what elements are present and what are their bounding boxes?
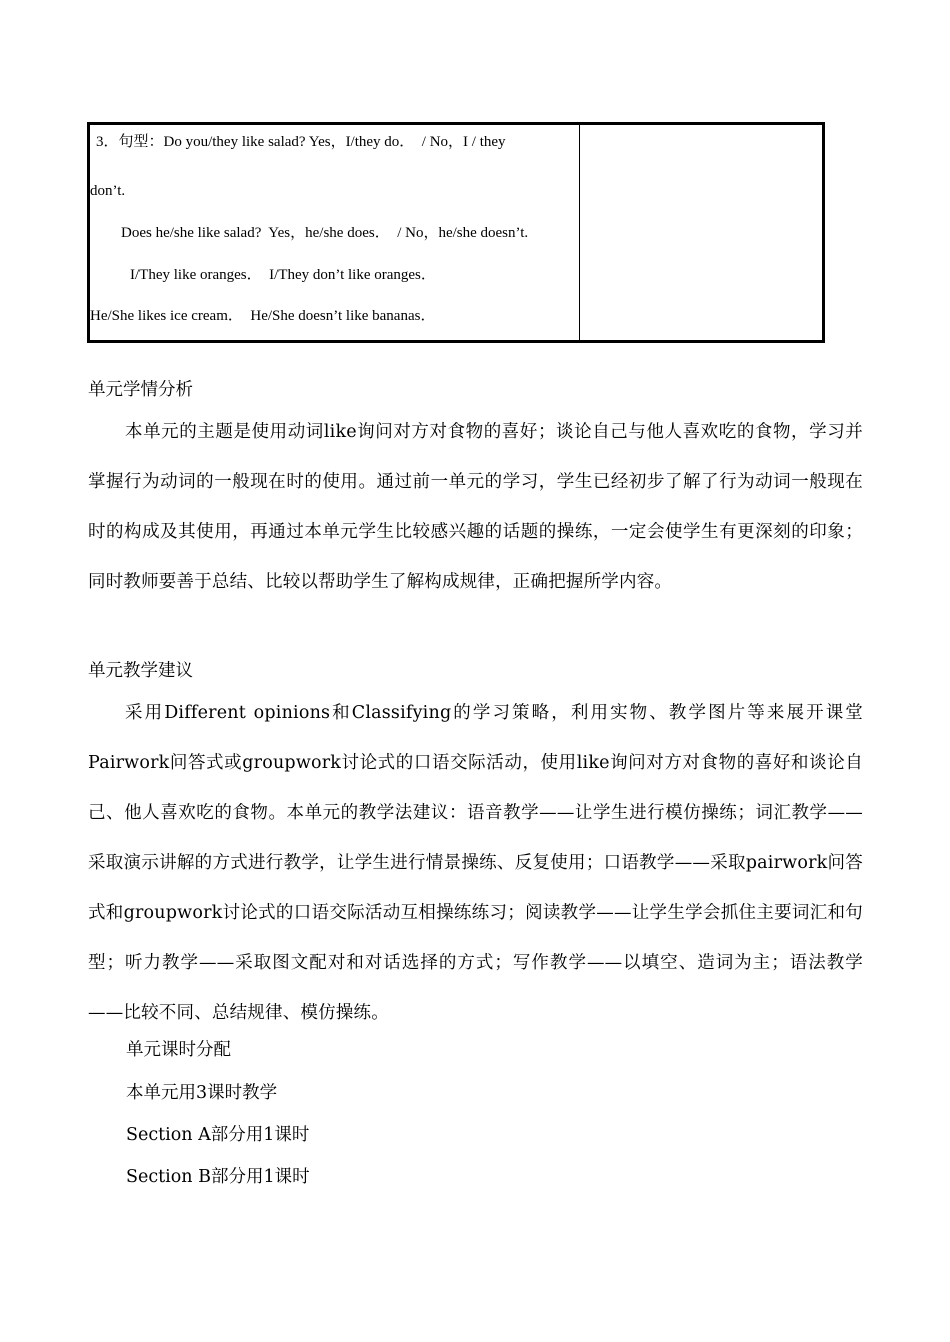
table-line-1: 3．句型：Do you/they like salad? Yes，I/they do． / No，I / they (96, 134, 506, 150)
table-line-5: He/She likes ice cream． He/She doesn’t like bananas． (90, 308, 436, 324)
table-line-4: I/They like oranges． I/They don’t like oranges． (130, 267, 436, 283)
schedule-line-2: Section A部分用1课时 (126, 1125, 310, 1145)
table-right-cell (582, 125, 822, 340)
section-heading-schedule: 单元课时分配 (126, 1040, 231, 1060)
schedule-line-3: Section B部分用1课时 (126, 1167, 310, 1187)
table-line-2: don’t. (90, 183, 126, 199)
table-column-divider (579, 125, 580, 340)
table-line-3: Does he/she like salad? Yes，he/she does． / No，he/she doesn’t. (121, 225, 529, 241)
analysis-paragraph: 本单元的主题是使用动词like询问对方对食物的喜好；谈论自己与他人喜欢吃的食物，学习并掌握行为动词的一般现在时的使用。通过前一单元的学习，学生已经初步了解了行为动词一般现在时的构成及其使用，再通过本单元学生比较感兴趣的话题的操练，一定会使学生有更深刻的印象；同时教师要善于总结、比较以帮助学生了解构成规律，正确把握所学内容。 (88, 422, 863, 592)
grammar-table (87, 122, 825, 343)
schedule-line-1: 本单元用3课时教学 (126, 1083, 278, 1103)
section-heading-suggestions: 单元教学建议 (88, 661, 193, 681)
suggestions-paragraph: 采用Different opinions和Classifying的学习策略，利用实物、教学图片等来展开课堂Pairwork问答式或groupwork讨论式的口语交际活动，使用like询问对方对食物的喜好和谈论自己、他人喜欢吃的食物。本单元的教学法建议：语音教学——让学生进行模仿操练；词汇教学——采取演示讲解的方式进行教学，让学生进行情景操练、反复使用；口语教学——采取pairwork问答式和groupwork讨论式的口语交际活动互相操练练习；阅读教学——让学生学会抓住主要词汇和句型；听力教学——采取图文配对和对话选择的方式；写作教学——以填空、造词为主；语法教学——比较不同、总结规律、模仿操练。 (88, 703, 863, 1023)
section-heading-analysis: 单元学情分析 (88, 380, 193, 400)
